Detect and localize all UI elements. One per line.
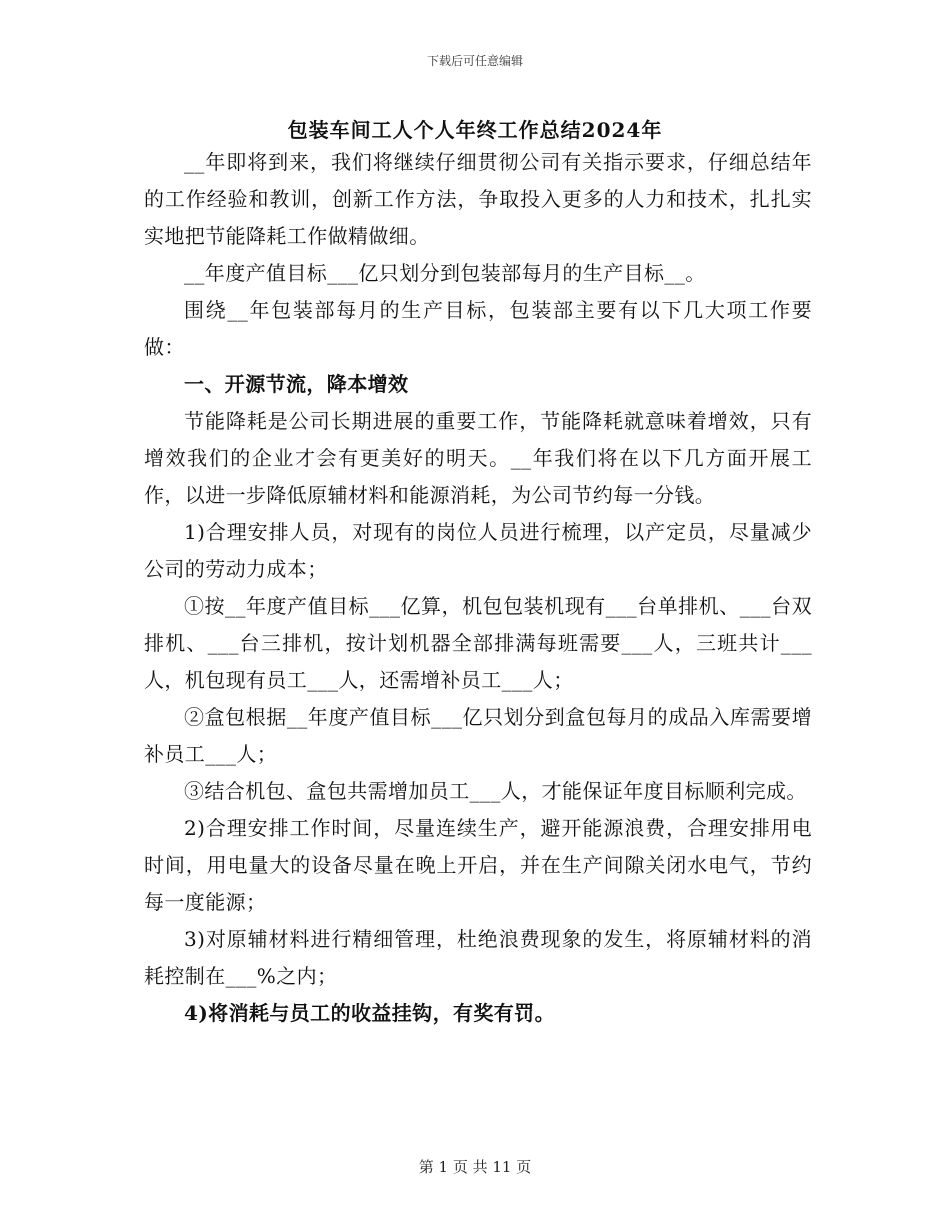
page-number: 第 1 页 共 11 页 (418, 1158, 532, 1176)
document-body (144, 144, 812, 1032)
list-subitem-machine-pack: ①按__年度产值目标___亿算，机包包装机现有___台单排机、___台双排机、___台三排机，按计划机器全部排满每班需要___人，三班共计___人，机包现有员工___人，还需增补员工___人； (144, 594, 812, 692)
list-item-materials: 3)对原辅材料进行精细管理，杜绝浪费现象的发生，将原辅材料的消耗控制在___%之内； (144, 927, 812, 988)
paragraph-intro: __年即将到来，我们将继续仔细贯彻公司有关指示要求，仔细总结年的工作经验和教训，创新工作方法，争取投入更多的人力和技术，扎扎实实地把节能降耗工作做精做细。 (144, 150, 812, 248)
page-header-note: 下载后可任意编辑 (426, 54, 523, 68)
list-subitem-box-pack: ②盒包根据__年度产值目标___亿只划分到盒包每月的成品入库需要增补员工___人； (144, 705, 812, 766)
list-item-work-time: 2)合理安排工作时间，尽量连续生产，避开能源浪费，合理安排用电时间，用电量大的设备尽量在晚上开启，并在生产间隙关闭水电气，节约每一度能源； (144, 816, 812, 914)
section-heading: 一、开源节流，降本增效 (184, 372, 409, 396)
paragraph-energy-saving: 节能降耗是公司长期进展的重要工作，节能降耗就意味着增效，只有增效我们的企业才会有更美好的明天。__年我们将在以下几方面开展工作，以进一步降低原辅材料和能源消耗，为公司节约每一分钱。 (144, 409, 812, 507)
paragraph-output-target: __年度产值目标___亿只划分到包装部每月的生产目标__。 (184, 261, 706, 285)
paragraph-work-items: 围绕__年包装部每月的生产目标，包装部主要有以下几大项工作要做： (144, 298, 812, 359)
document-title: 包装车间工人个人年终工作总结2024年 (287, 118, 663, 142)
list-subitem-total-staff: ③结合机包、盒包共需增加员工___人，才能保证年度目标顺利完成。 (184, 779, 807, 803)
list-item-incentives: 4)将消耗与员工的收益挂钩，有奖有罚。 (184, 1001, 555, 1025)
list-item-staffing: 1)合理安排人员，对现有的岗位人员进行梳理，以产定员，尽量减少公司的劳动力成本； (144, 520, 812, 581)
